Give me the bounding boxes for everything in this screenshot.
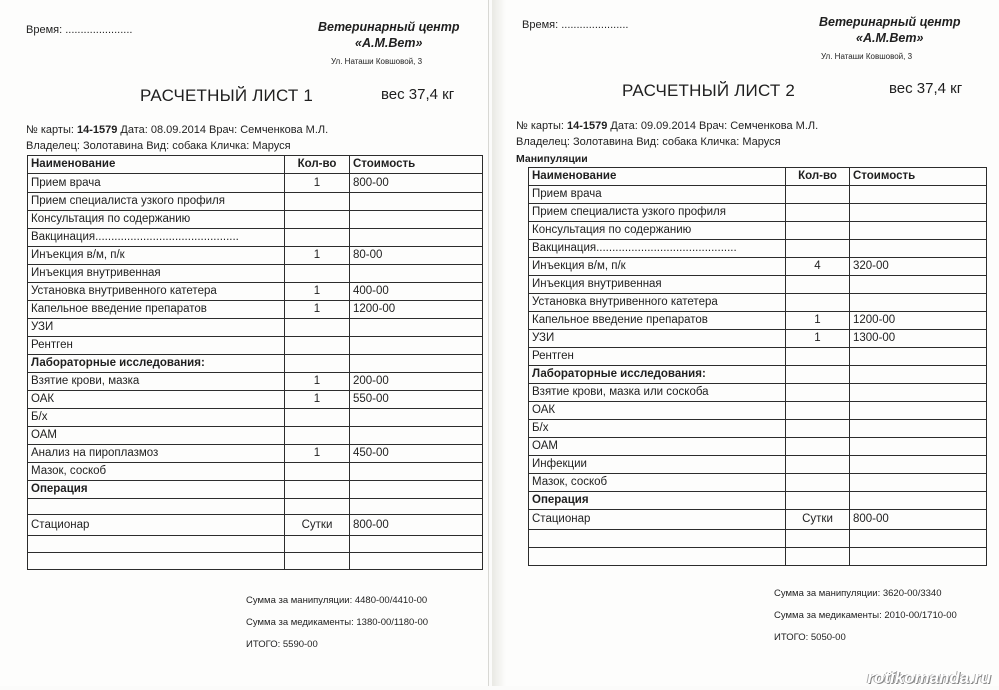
service-qty: 1 (285, 373, 350, 391)
service-cost (850, 240, 987, 258)
service-cost (350, 427, 483, 445)
service-name (28, 553, 285, 570)
service-qty (285, 337, 350, 355)
service-cost: 200-00 (350, 373, 483, 391)
service-qty (786, 548, 850, 566)
service-name (28, 499, 285, 515)
service-qty (786, 294, 850, 312)
site-watermark: rotikomanda.ru (867, 668, 991, 687)
service-cost (350, 409, 483, 427)
table-row (28, 174, 483, 193)
table-row (28, 515, 483, 536)
owner-info-line: Владелец: Золотавина Вид: собака Кличка: Маруся (26, 140, 291, 152)
table-row (28, 445, 483, 463)
table-row (28, 247, 483, 265)
sheet-title: РАСЧЕТНЫЙ ЛИСТ 2 (622, 81, 796, 100)
clinic-name-line2: «А.М.Вет» (355, 35, 423, 50)
services-table-body (529, 168, 987, 566)
service-cost: 800-00 (350, 174, 483, 193)
table-row (529, 186, 987, 204)
table-row (529, 402, 987, 420)
service-cost (350, 265, 483, 283)
clinic-name-line2: «А.М.Вет» (856, 30, 924, 45)
header-name: Наименование (28, 156, 285, 174)
service-name: Инфекции (529, 456, 786, 474)
service-qty (786, 222, 850, 240)
service-qty: 1 (786, 312, 850, 330)
service-cost (850, 492, 987, 510)
service-qty (786, 276, 850, 294)
table-row (28, 463, 483, 481)
table-row (529, 456, 987, 474)
table-row (28, 499, 483, 515)
service-name: Б/х (529, 420, 786, 438)
section-title-operation: Операция (529, 492, 786, 510)
service-name: УЗИ (28, 319, 285, 337)
clinic-name-line1: Ветеринарный центр (819, 15, 961, 29)
service-name: Рентген (529, 348, 786, 366)
sum-medications: Сумма за медикаменты: 1380-00/1180-00 (246, 617, 429, 628)
service-cost: 800-00 (850, 510, 987, 530)
date-label: Дата: (610, 120, 638, 132)
service-qty: 1 (285, 301, 350, 319)
service-qty: 1 (285, 174, 350, 193)
service-cost (350, 337, 483, 355)
service-cost: 450-00 (350, 445, 483, 463)
service-cost (350, 193, 483, 211)
sum-manipulations: Сумма за манипуляции: 4480-00/4410-00 (246, 595, 428, 606)
table-header-row (529, 168, 987, 186)
service-qty (285, 355, 350, 373)
service-qty (285, 211, 350, 229)
table-row (529, 548, 987, 566)
service-qty (786, 420, 850, 438)
table-row (28, 337, 483, 355)
service-name: Капельное введение препаратов (28, 301, 285, 319)
service-qty (786, 348, 850, 366)
table-row (529, 294, 987, 312)
table-row (28, 553, 483, 570)
table-section-row (529, 366, 987, 384)
table-row (28, 319, 483, 337)
service-name: Установка внутривенного катетера (529, 294, 786, 312)
header-name: Наименование (529, 168, 786, 186)
service-qty (786, 456, 850, 474)
clinic-address: Ул. Наташи Ковшовой, 3 (821, 52, 913, 61)
header-cost: Стоимость (350, 156, 483, 174)
time-field: Время: ...................... (26, 24, 133, 36)
service-qty: 1 (285, 445, 350, 463)
table-row (28, 391, 483, 409)
service-qty (285, 463, 350, 481)
section-title-operation: Операция (28, 481, 285, 499)
service-name (529, 530, 786, 548)
service-qty (786, 186, 850, 204)
table-row (529, 474, 987, 492)
service-cost: 1200-00 (850, 312, 987, 330)
table-section-row (28, 481, 483, 499)
service-qty (786, 530, 850, 548)
service-qty (786, 366, 850, 384)
card-info-line (516, 120, 818, 132)
service-name: Прием специалиста узкого профиля (529, 204, 786, 222)
doctor-name: Врач: Семченкова М.Л. (699, 120, 819, 132)
service-qty (786, 438, 850, 456)
service-cost (850, 366, 987, 384)
service-qty: 1 (285, 283, 350, 301)
table-row (28, 409, 483, 427)
patient-weight: вес 37,4 кг (889, 80, 963, 97)
service-name: Капельное введение препаратов (529, 312, 786, 330)
table-row (529, 258, 987, 276)
table-section-row (28, 355, 483, 373)
service-name: Инъекция в/м, п/к (28, 247, 285, 265)
total-sum: ИТОГО: 5590-00 (246, 639, 318, 650)
clinic-name-line1: Ветеринарный центр (318, 20, 460, 34)
date-label: Дата: (120, 124, 148, 136)
time-field: Время: ...................... (522, 19, 629, 31)
sheet-title: РАСЧЕТНЫЙ ЛИСТ 1 (140, 86, 314, 105)
service-cost (850, 456, 987, 474)
service-cost (850, 186, 987, 204)
table-row (529, 312, 987, 330)
service-name: Взятие крови, мазка (28, 373, 285, 391)
service-name: Стационар (529, 510, 786, 530)
service-name: Консультация по содержанию (529, 222, 786, 240)
service-cost (350, 355, 483, 373)
patient-weight: вес 37,4 кг (381, 86, 455, 103)
service-cost (850, 348, 987, 366)
service-name: Прием специалиста узкого профиля (28, 193, 285, 211)
service-name: Анализ на пироплазмоз (28, 445, 285, 463)
service-qty (285, 409, 350, 427)
card-number: 14-1579 (76, 124, 118, 136)
service-name: Установка внутривенного катетера (28, 283, 285, 301)
table-row (529, 438, 987, 456)
service-cost (350, 463, 483, 481)
service-name: Инъекция внутривенная (529, 276, 786, 294)
service-cost (350, 481, 483, 499)
table-row (529, 530, 987, 548)
service-cost (350, 536, 483, 553)
service-qty (285, 427, 350, 445)
service-name: ОАМ (529, 438, 786, 456)
service-name: Консультация по содержанию (28, 211, 285, 229)
header-qty: Кол-во (786, 168, 850, 186)
clinic-address: Ул. Наташи Ковшовой, 3 (331, 57, 423, 66)
service-qty (285, 193, 350, 211)
table-row (529, 276, 987, 294)
service-qty: Сутки (285, 515, 350, 536)
doctor-name: Врач: Семченкова М.Л. (209, 124, 329, 136)
service-name: Вакцинация............................................ (529, 240, 786, 258)
service-qty: 1 (786, 330, 850, 348)
service-cost (850, 276, 987, 294)
section-title-lab: Лабораторные исследования: (28, 355, 285, 373)
service-qty (285, 319, 350, 337)
table-row (28, 193, 483, 211)
table-row (28, 373, 483, 391)
card-label: № карты: (516, 120, 564, 132)
service-cost (850, 222, 987, 240)
visit-date: 08.09.2014 (150, 124, 206, 136)
table-row (529, 420, 987, 438)
service-qty (285, 553, 350, 570)
service-cost: 400-00 (350, 283, 483, 301)
header-cost: Стоимость (850, 168, 987, 186)
service-name: Мазок, соскоб (529, 474, 786, 492)
service-qty (285, 265, 350, 283)
service-cost: 80-00 (350, 247, 483, 265)
table-row (529, 222, 987, 240)
service-cost (850, 294, 987, 312)
table-row (28, 301, 483, 319)
service-cost (350, 319, 483, 337)
service-qty (285, 481, 350, 499)
service-qty (786, 240, 850, 258)
service-cost (850, 420, 987, 438)
service-qty (285, 229, 350, 247)
service-cost: 1300-00 (850, 330, 987, 348)
service-name: Мазок, соскоб (28, 463, 285, 481)
table-row (529, 510, 987, 530)
service-qty (786, 474, 850, 492)
table-row (28, 211, 483, 229)
sum-medications: Сумма за медикаменты: 2010-00/1710-00 (774, 610, 957, 621)
total-sum: ИТОГО: 5050-00 (774, 632, 846, 643)
service-cost (850, 530, 987, 548)
services-table (27, 155, 483, 570)
service-name: ОАМ (28, 427, 285, 445)
table-section-row (529, 492, 987, 510)
service-qty: Сутки (786, 510, 850, 530)
service-qty: 1 (285, 391, 350, 409)
service-name: Б/х (28, 409, 285, 427)
service-name: Прием врача (28, 174, 285, 193)
service-name (28, 536, 285, 553)
section-manipulations: Манипуляции (516, 153, 588, 165)
service-qty (285, 536, 350, 553)
card-label: № карты: (26, 124, 74, 136)
service-cost (850, 438, 987, 456)
service-qty: 1 (285, 247, 350, 265)
header-qty: Кол-во (285, 156, 350, 174)
clinic-name (819, 15, 960, 46)
table-row (28, 265, 483, 283)
service-name: УЗИ (529, 330, 786, 348)
visit-date: 09.09.2014 (640, 120, 696, 132)
clinic-name (318, 20, 459, 51)
card-info-line (26, 124, 328, 136)
service-qty (786, 204, 850, 222)
service-cost (350, 229, 483, 247)
table-row (529, 240, 987, 258)
service-name: ОАК (529, 402, 786, 420)
service-qty (786, 384, 850, 402)
table-header-row (28, 156, 483, 174)
owner-info-line: Владелец: Золотавина Вид: собака Кличка: Маруся (516, 136, 781, 148)
service-qty (285, 499, 350, 515)
invoice-sheet-2 (492, 0, 999, 686)
service-cost (850, 384, 987, 402)
service-qty: 4 (786, 258, 850, 276)
service-cost: 1200-00 (350, 301, 483, 319)
table-row (529, 384, 987, 402)
table-row (529, 348, 987, 366)
service-name: Инъекция внутривенная (28, 265, 285, 283)
invoice-sheet-1 (0, 0, 489, 686)
table-row (28, 283, 483, 301)
card-number: 14-1579 (566, 120, 608, 132)
section-title-lab: Лабораторные исследования: (529, 366, 786, 384)
service-cost: 800-00 (350, 515, 483, 536)
service-cost (850, 402, 987, 420)
table-row (28, 229, 483, 247)
table-row (529, 204, 987, 222)
service-cost (850, 474, 987, 492)
service-name: Вакцинация............................................. (28, 229, 285, 247)
service-name: Инъекция в/м, п/к (529, 258, 786, 276)
sum-manipulations: Сумма за манипуляции: 3620-00/3340 (774, 588, 942, 599)
service-cost (350, 499, 483, 515)
service-qty (786, 402, 850, 420)
table-row (529, 330, 987, 348)
service-cost: 320-00 (850, 258, 987, 276)
service-name: Рентген (28, 337, 285, 355)
services-table (528, 167, 987, 566)
service-cost (850, 548, 987, 566)
service-cost: 550-00 (350, 391, 483, 409)
service-cost (350, 553, 483, 570)
service-cost (850, 204, 987, 222)
services-table-body (28, 156, 483, 570)
service-name: Взятие крови, мазка или соскоба (529, 384, 786, 402)
service-cost (350, 211, 483, 229)
service-name: Стационар (28, 515, 285, 536)
service-name: ОАК (28, 391, 285, 409)
service-name: Прием врача (529, 186, 786, 204)
table-row (28, 427, 483, 445)
service-qty (786, 492, 850, 510)
service-name (529, 548, 786, 566)
table-row (28, 536, 483, 553)
